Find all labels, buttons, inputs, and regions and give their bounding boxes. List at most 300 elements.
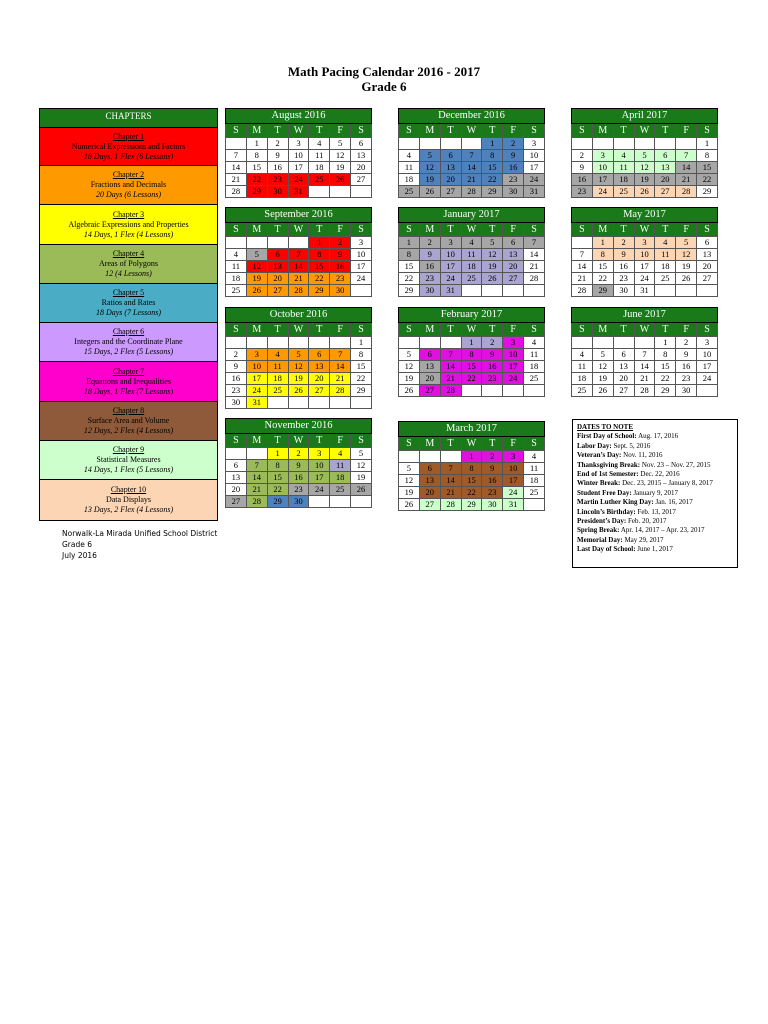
day-cell: 23 xyxy=(613,273,634,285)
day-cell xyxy=(399,138,420,150)
chapter-name: Chapter 6 xyxy=(112,327,145,336)
date-note-label: Last Day of School: xyxy=(577,545,636,554)
weekday-header: S xyxy=(351,434,372,448)
weekday-header: S xyxy=(524,437,545,451)
day-cell: 25 xyxy=(226,285,247,297)
day-cell xyxy=(655,138,676,150)
date-note-value: Sept. 5, 2016 xyxy=(611,441,651,450)
day-cell: 9 xyxy=(503,150,524,162)
weekday-header: S xyxy=(226,323,247,337)
day-cell: 4 xyxy=(226,249,247,261)
month-title: May 2017 xyxy=(572,208,718,223)
day-cell: 11 xyxy=(309,150,330,162)
day-cell: 22 xyxy=(351,373,372,385)
day-cell xyxy=(613,337,634,349)
day-cell: 22 xyxy=(461,487,482,499)
day-cell: 31 xyxy=(503,499,524,511)
month-title: October 2016 xyxy=(226,308,372,323)
day-cell: 26 xyxy=(399,385,420,397)
day-cell: 30 xyxy=(676,385,697,397)
chapter-9 xyxy=(40,441,217,480)
day-cell: 12 xyxy=(419,162,440,174)
weekday-header: F xyxy=(503,223,524,237)
weekday-header: M xyxy=(419,124,440,138)
day-cell: 25 xyxy=(267,385,288,397)
day-cell: 13 xyxy=(226,472,247,484)
day-cell: 7 xyxy=(330,349,351,361)
day-cell xyxy=(503,285,524,297)
weekday-header: S xyxy=(524,124,545,138)
day-cell: 24 xyxy=(503,487,524,499)
day-cell: 16 xyxy=(419,261,440,273)
day-cell: 27 xyxy=(440,186,461,198)
day-cell xyxy=(351,397,372,409)
day-cell: 11 xyxy=(226,261,247,273)
day-cell: 11 xyxy=(330,460,351,472)
chapter-topic: Algebraic Expressions and Properties xyxy=(68,219,189,229)
weekday-header: S xyxy=(226,434,247,448)
day-cell: 6 xyxy=(613,349,634,361)
day-cell: 28 xyxy=(226,186,247,198)
day-cell: 9 xyxy=(288,460,309,472)
weekday-header: S xyxy=(399,124,420,138)
month-title: February 2017 xyxy=(399,308,545,323)
day-cell: 25 xyxy=(613,186,634,198)
day-cell: 17 xyxy=(503,475,524,487)
day-cell: 16 xyxy=(482,361,503,373)
day-cell: 8 xyxy=(482,150,503,162)
day-cell: 23 xyxy=(503,174,524,186)
day-cell: 25 xyxy=(399,186,420,198)
day-cell: 22 xyxy=(482,174,503,186)
weekday-header: T xyxy=(309,124,330,138)
chapter-name: Chapter 7 xyxy=(112,366,145,376)
chapter-10 xyxy=(40,480,217,520)
day-cell: 18 xyxy=(330,472,351,484)
day-cell: 13 xyxy=(267,261,288,273)
day-cell: 22 xyxy=(697,174,718,186)
chapter-topic: Areas of Polygons xyxy=(98,259,159,268)
weekday-header: F xyxy=(503,323,524,337)
day-cell xyxy=(524,385,545,397)
day-cell: 16 xyxy=(572,174,593,186)
weekday-header: S xyxy=(697,323,718,337)
day-cell xyxy=(440,138,461,150)
dates-list xyxy=(577,432,733,554)
day-cell: 26 xyxy=(482,273,503,285)
day-cell: 9 xyxy=(482,463,503,475)
day-cell: 26 xyxy=(246,285,267,297)
day-cell: 16 xyxy=(226,373,247,385)
chapter-duration: 12 (4 Lessons) xyxy=(105,269,152,278)
day-cell: 3 xyxy=(503,337,524,349)
day-cell: 29 xyxy=(399,285,420,297)
day-cell: 9 xyxy=(330,249,351,261)
day-cell: 18 xyxy=(613,174,634,186)
day-cell: 17 xyxy=(524,162,545,174)
day-cell: 17 xyxy=(592,174,613,186)
weekday-header: F xyxy=(330,434,351,448)
day-cell: 15 xyxy=(697,162,718,174)
day-cell xyxy=(634,138,655,150)
day-cell xyxy=(330,337,351,349)
day-cell: 20 xyxy=(655,174,676,186)
day-cell: 27 xyxy=(267,285,288,297)
day-cell: 15 xyxy=(309,261,330,273)
day-cell: 1 xyxy=(655,337,676,349)
day-cell: 24 xyxy=(524,174,545,186)
day-cell xyxy=(226,337,247,349)
day-cell xyxy=(419,451,440,463)
day-cell xyxy=(503,385,524,397)
day-cell: 18 xyxy=(572,373,593,385)
day-cell: 5 xyxy=(351,448,372,460)
day-cell xyxy=(613,138,634,150)
day-cell xyxy=(697,285,718,297)
month-title: March 2017 xyxy=(399,422,545,437)
day-cell: 19 xyxy=(482,261,503,273)
date-note-value: Nov. 11, 2016 xyxy=(621,451,663,460)
day-cell: 10 xyxy=(288,150,309,162)
day-cell: 28 xyxy=(634,385,655,397)
day-cell: 18 xyxy=(524,475,545,487)
weekday-header: T xyxy=(482,223,503,237)
weekday-header: F xyxy=(330,323,351,337)
day-cell xyxy=(461,285,482,297)
date-note-value: May 29, 2017 xyxy=(622,535,664,544)
chapter-duration: 18 Days, 1 Flex (6 Lessons) xyxy=(83,151,174,161)
chapter-duration: 14 Days, 1 Flex (5 Lessons) xyxy=(83,465,174,474)
weekday-header: F xyxy=(676,323,697,337)
day-cell: 6 xyxy=(267,249,288,261)
day-cell: 25 xyxy=(309,174,330,186)
day-cell: 2 xyxy=(419,237,440,249)
day-cell: 2 xyxy=(482,337,503,349)
day-cell: 13 xyxy=(655,162,676,174)
day-cell: 21 xyxy=(634,373,655,385)
day-cell: 16 xyxy=(267,162,288,174)
chapter-duration: 12 Days, 2 Flex (4 Lessons) xyxy=(83,426,174,435)
day-cell xyxy=(309,337,330,349)
day-cell: 15 xyxy=(399,261,420,273)
day-cell: 7 xyxy=(226,150,247,162)
date-note-value: January 9, 2017 xyxy=(631,488,678,497)
day-cell xyxy=(592,337,613,349)
date-note xyxy=(577,489,733,498)
day-cell: 12 xyxy=(288,361,309,373)
day-cell: 8 xyxy=(592,249,613,261)
dates-to-note-title: DATES TO NOTE xyxy=(577,423,634,431)
day-cell: 6 xyxy=(419,349,440,361)
date-note xyxy=(577,508,733,517)
day-cell: 18 xyxy=(524,361,545,373)
date-note-value: Apr. 14, 2017 – Apr. 23, 2017 xyxy=(619,526,705,535)
date-note xyxy=(577,451,733,460)
day-cell: 22 xyxy=(592,273,613,285)
chapter-topic: Ratios and Rates xyxy=(101,298,156,307)
day-cell: 22 xyxy=(267,484,288,496)
weekday-header: W xyxy=(461,437,482,451)
chapter-duration: 13 Days, 2 Flex (4 Lessons) xyxy=(83,505,174,514)
day-cell: 8 xyxy=(399,249,420,261)
chapter-2 xyxy=(40,166,217,205)
day-cell: 8 xyxy=(697,150,718,162)
day-cell: 15 xyxy=(592,261,613,273)
weekday-header: T xyxy=(267,124,288,138)
day-cell: 24 xyxy=(246,385,267,397)
day-cell: 13 xyxy=(697,249,718,261)
weekday-header: W xyxy=(288,323,309,337)
day-cell: 30 xyxy=(613,285,634,297)
day-cell: 5 xyxy=(676,237,697,249)
day-cell: 2 xyxy=(330,237,351,249)
date-note-value: Feb. 20, 2017 xyxy=(626,517,667,526)
day-cell: 21 xyxy=(246,484,267,496)
weekday-header: S xyxy=(351,223,372,237)
day-cell: 20 xyxy=(226,484,247,496)
weekday-header: F xyxy=(503,437,524,451)
chapter-topic: Statistical Measures xyxy=(96,455,161,464)
day-cell: 7 xyxy=(572,249,593,261)
day-cell: 21 xyxy=(461,174,482,186)
day-cell: 26 xyxy=(399,499,420,511)
day-cell xyxy=(655,285,676,297)
weekday-header: T xyxy=(267,223,288,237)
chapter-1 xyxy=(40,128,217,166)
weekday-header: W xyxy=(634,124,655,138)
date-note-label: Martin Luther King Day: xyxy=(577,498,654,507)
weekday-header: S xyxy=(524,323,545,337)
day-cell: 29 xyxy=(592,285,613,297)
day-cell: 19 xyxy=(246,273,267,285)
weekday-header: S xyxy=(572,223,593,237)
day-cell xyxy=(246,237,267,249)
day-cell: 13 xyxy=(351,150,372,162)
day-cell: 23 xyxy=(482,487,503,499)
day-cell: 14 xyxy=(634,361,655,373)
day-cell: 26 xyxy=(330,174,351,186)
day-cell: 14 xyxy=(524,249,545,261)
day-cell: 15 xyxy=(246,162,267,174)
day-cell xyxy=(330,496,351,508)
day-cell: 18 xyxy=(226,273,247,285)
chapter-name: Chapter 10 xyxy=(110,485,147,494)
date-note-value: Feb. 13, 2017 xyxy=(635,507,676,516)
day-cell: 27 xyxy=(226,496,247,508)
day-cell: 14 xyxy=(440,475,461,487)
weekday-header: S xyxy=(399,223,420,237)
calendar-mar2017 xyxy=(398,421,545,511)
day-cell: 11 xyxy=(399,162,420,174)
weekday-header: T xyxy=(440,124,461,138)
chapter-name: Chapter 4 xyxy=(112,249,145,258)
weekday-header: F xyxy=(330,223,351,237)
weekday-header: T xyxy=(482,323,503,337)
day-cell: 1 xyxy=(351,337,372,349)
day-cell: 10 xyxy=(524,150,545,162)
day-cell: 27 xyxy=(655,186,676,198)
day-cell: 13 xyxy=(419,475,440,487)
day-cell: 26 xyxy=(288,385,309,397)
day-cell: 18 xyxy=(461,261,482,273)
day-cell: 3 xyxy=(440,237,461,249)
chapter-topic: Data Displays xyxy=(105,495,152,504)
day-cell: 10 xyxy=(309,460,330,472)
day-cell xyxy=(288,237,309,249)
day-cell xyxy=(267,397,288,409)
weekday-header: M xyxy=(419,323,440,337)
day-cell: 25 xyxy=(524,373,545,385)
calendar-dec2016 xyxy=(398,108,545,198)
day-cell: 5 xyxy=(330,138,351,150)
day-cell: 25 xyxy=(330,484,351,496)
footer-date: July 2016 xyxy=(62,551,97,560)
day-cell: 3 xyxy=(524,138,545,150)
day-cell: 25 xyxy=(655,273,676,285)
day-cell xyxy=(572,337,593,349)
day-cell: 10 xyxy=(351,249,372,261)
weekday-header: M xyxy=(592,323,613,337)
chapter-topic: Equations and Inequalities xyxy=(86,376,171,386)
day-cell: 23 xyxy=(288,484,309,496)
day-cell: 5 xyxy=(246,249,267,261)
day-cell: 1 xyxy=(399,237,420,249)
day-cell: 27 xyxy=(613,385,634,397)
date-note xyxy=(577,517,733,526)
chapter-topic: Numerical Expressions and Factors xyxy=(71,141,186,151)
date-note-label: Spring Break: xyxy=(577,526,620,535)
day-cell: 23 xyxy=(226,385,247,397)
day-cell: 20 xyxy=(419,487,440,499)
day-cell: 4 xyxy=(399,150,420,162)
date-note-label: Memorial Day: xyxy=(577,535,623,544)
day-cell: 3 xyxy=(351,237,372,249)
day-cell: 29 xyxy=(246,186,267,198)
day-cell: 14 xyxy=(226,162,247,174)
day-cell: 20 xyxy=(503,261,524,273)
day-cell: 11 xyxy=(572,361,593,373)
day-cell: 17 xyxy=(309,472,330,484)
day-cell: 31 xyxy=(524,186,545,198)
day-cell: 4 xyxy=(330,448,351,460)
day-cell xyxy=(309,496,330,508)
day-cell: 28 xyxy=(288,285,309,297)
weekday-header: T xyxy=(655,323,676,337)
day-cell: 12 xyxy=(592,361,613,373)
day-cell: 10 xyxy=(634,249,655,261)
day-cell: 4 xyxy=(267,349,288,361)
date-note-label: Labor Day: xyxy=(577,441,612,450)
chapter-topic: Fractions and Decimals xyxy=(90,180,167,189)
chapter-name: Chapter 9 xyxy=(112,445,145,454)
day-cell xyxy=(572,237,593,249)
day-cell xyxy=(309,397,330,409)
chapter-topic: Surface Area and Volume xyxy=(87,416,170,425)
day-cell xyxy=(482,285,503,297)
day-cell: 2 xyxy=(267,138,288,150)
day-cell: 30 xyxy=(503,186,524,198)
date-note xyxy=(577,432,733,441)
day-cell: 16 xyxy=(503,162,524,174)
day-cell: 24 xyxy=(288,174,309,186)
day-cell: 21 xyxy=(440,487,461,499)
day-cell: 24 xyxy=(634,273,655,285)
day-cell: 6 xyxy=(309,349,330,361)
date-note-value: Dec. 23, 2015 – January 8, 2017 xyxy=(620,479,713,488)
day-cell: 2 xyxy=(572,150,593,162)
weekday-header: T xyxy=(655,124,676,138)
day-cell: 2 xyxy=(613,237,634,249)
day-cell: 12 xyxy=(634,162,655,174)
date-note xyxy=(577,470,733,479)
day-cell: 3 xyxy=(697,337,718,349)
calendar-aug2016 xyxy=(225,108,372,198)
day-cell xyxy=(351,285,372,297)
day-cell: 23 xyxy=(572,186,593,198)
day-cell: 3 xyxy=(634,237,655,249)
weekday-header: M xyxy=(419,437,440,451)
day-cell: 21 xyxy=(330,373,351,385)
day-cell xyxy=(288,397,309,409)
day-cell: 21 xyxy=(440,373,461,385)
day-cell: 29 xyxy=(267,496,288,508)
day-cell: 12 xyxy=(399,361,420,373)
day-cell: 6 xyxy=(440,150,461,162)
day-cell: 21 xyxy=(226,174,247,186)
day-cell: 15 xyxy=(461,361,482,373)
day-cell: 3 xyxy=(592,150,613,162)
calendar-jan2017 xyxy=(398,207,545,297)
day-cell: 31 xyxy=(634,285,655,297)
day-cell: 18 xyxy=(267,373,288,385)
weekday-header: W xyxy=(634,323,655,337)
day-cell: 24 xyxy=(697,373,718,385)
chapter-duration: 14 Days, 1 Flex (4 Lessons) xyxy=(83,229,174,239)
day-cell: 11 xyxy=(655,249,676,261)
day-cell xyxy=(524,499,545,511)
day-cell: 6 xyxy=(697,237,718,249)
day-cell: 7 xyxy=(524,237,545,249)
day-cell: 5 xyxy=(482,237,503,249)
day-cell: 7 xyxy=(634,349,655,361)
date-note-value: Dec. 22, 2016 xyxy=(638,470,680,479)
chapter-duration: 15 Days, 2 Flex (5 Lessons) xyxy=(83,347,174,356)
day-cell: 5 xyxy=(634,150,655,162)
weekday-header: M xyxy=(246,124,267,138)
day-cell: 20 xyxy=(697,261,718,273)
date-note-label: Student Free Day: xyxy=(577,488,632,497)
day-cell xyxy=(461,385,482,397)
calendar-sep2016 xyxy=(225,207,372,297)
day-cell: 27 xyxy=(351,174,372,186)
date-note xyxy=(577,479,733,488)
weekday-header: T xyxy=(440,437,461,451)
day-cell xyxy=(440,337,461,349)
day-cell: 28 xyxy=(524,273,545,285)
day-cell: 22 xyxy=(399,273,420,285)
day-cell: 8 xyxy=(461,349,482,361)
calendar-may2017 xyxy=(571,207,718,297)
day-cell: 30 xyxy=(330,285,351,297)
date-note-label: Thanksgiving Break: xyxy=(577,460,641,469)
day-cell xyxy=(226,448,247,460)
weekday-header: S xyxy=(572,124,593,138)
day-cell: 19 xyxy=(592,373,613,385)
weekday-header: W xyxy=(461,323,482,337)
day-cell: 8 xyxy=(351,349,372,361)
day-cell xyxy=(399,451,420,463)
day-cell: 13 xyxy=(503,249,524,261)
